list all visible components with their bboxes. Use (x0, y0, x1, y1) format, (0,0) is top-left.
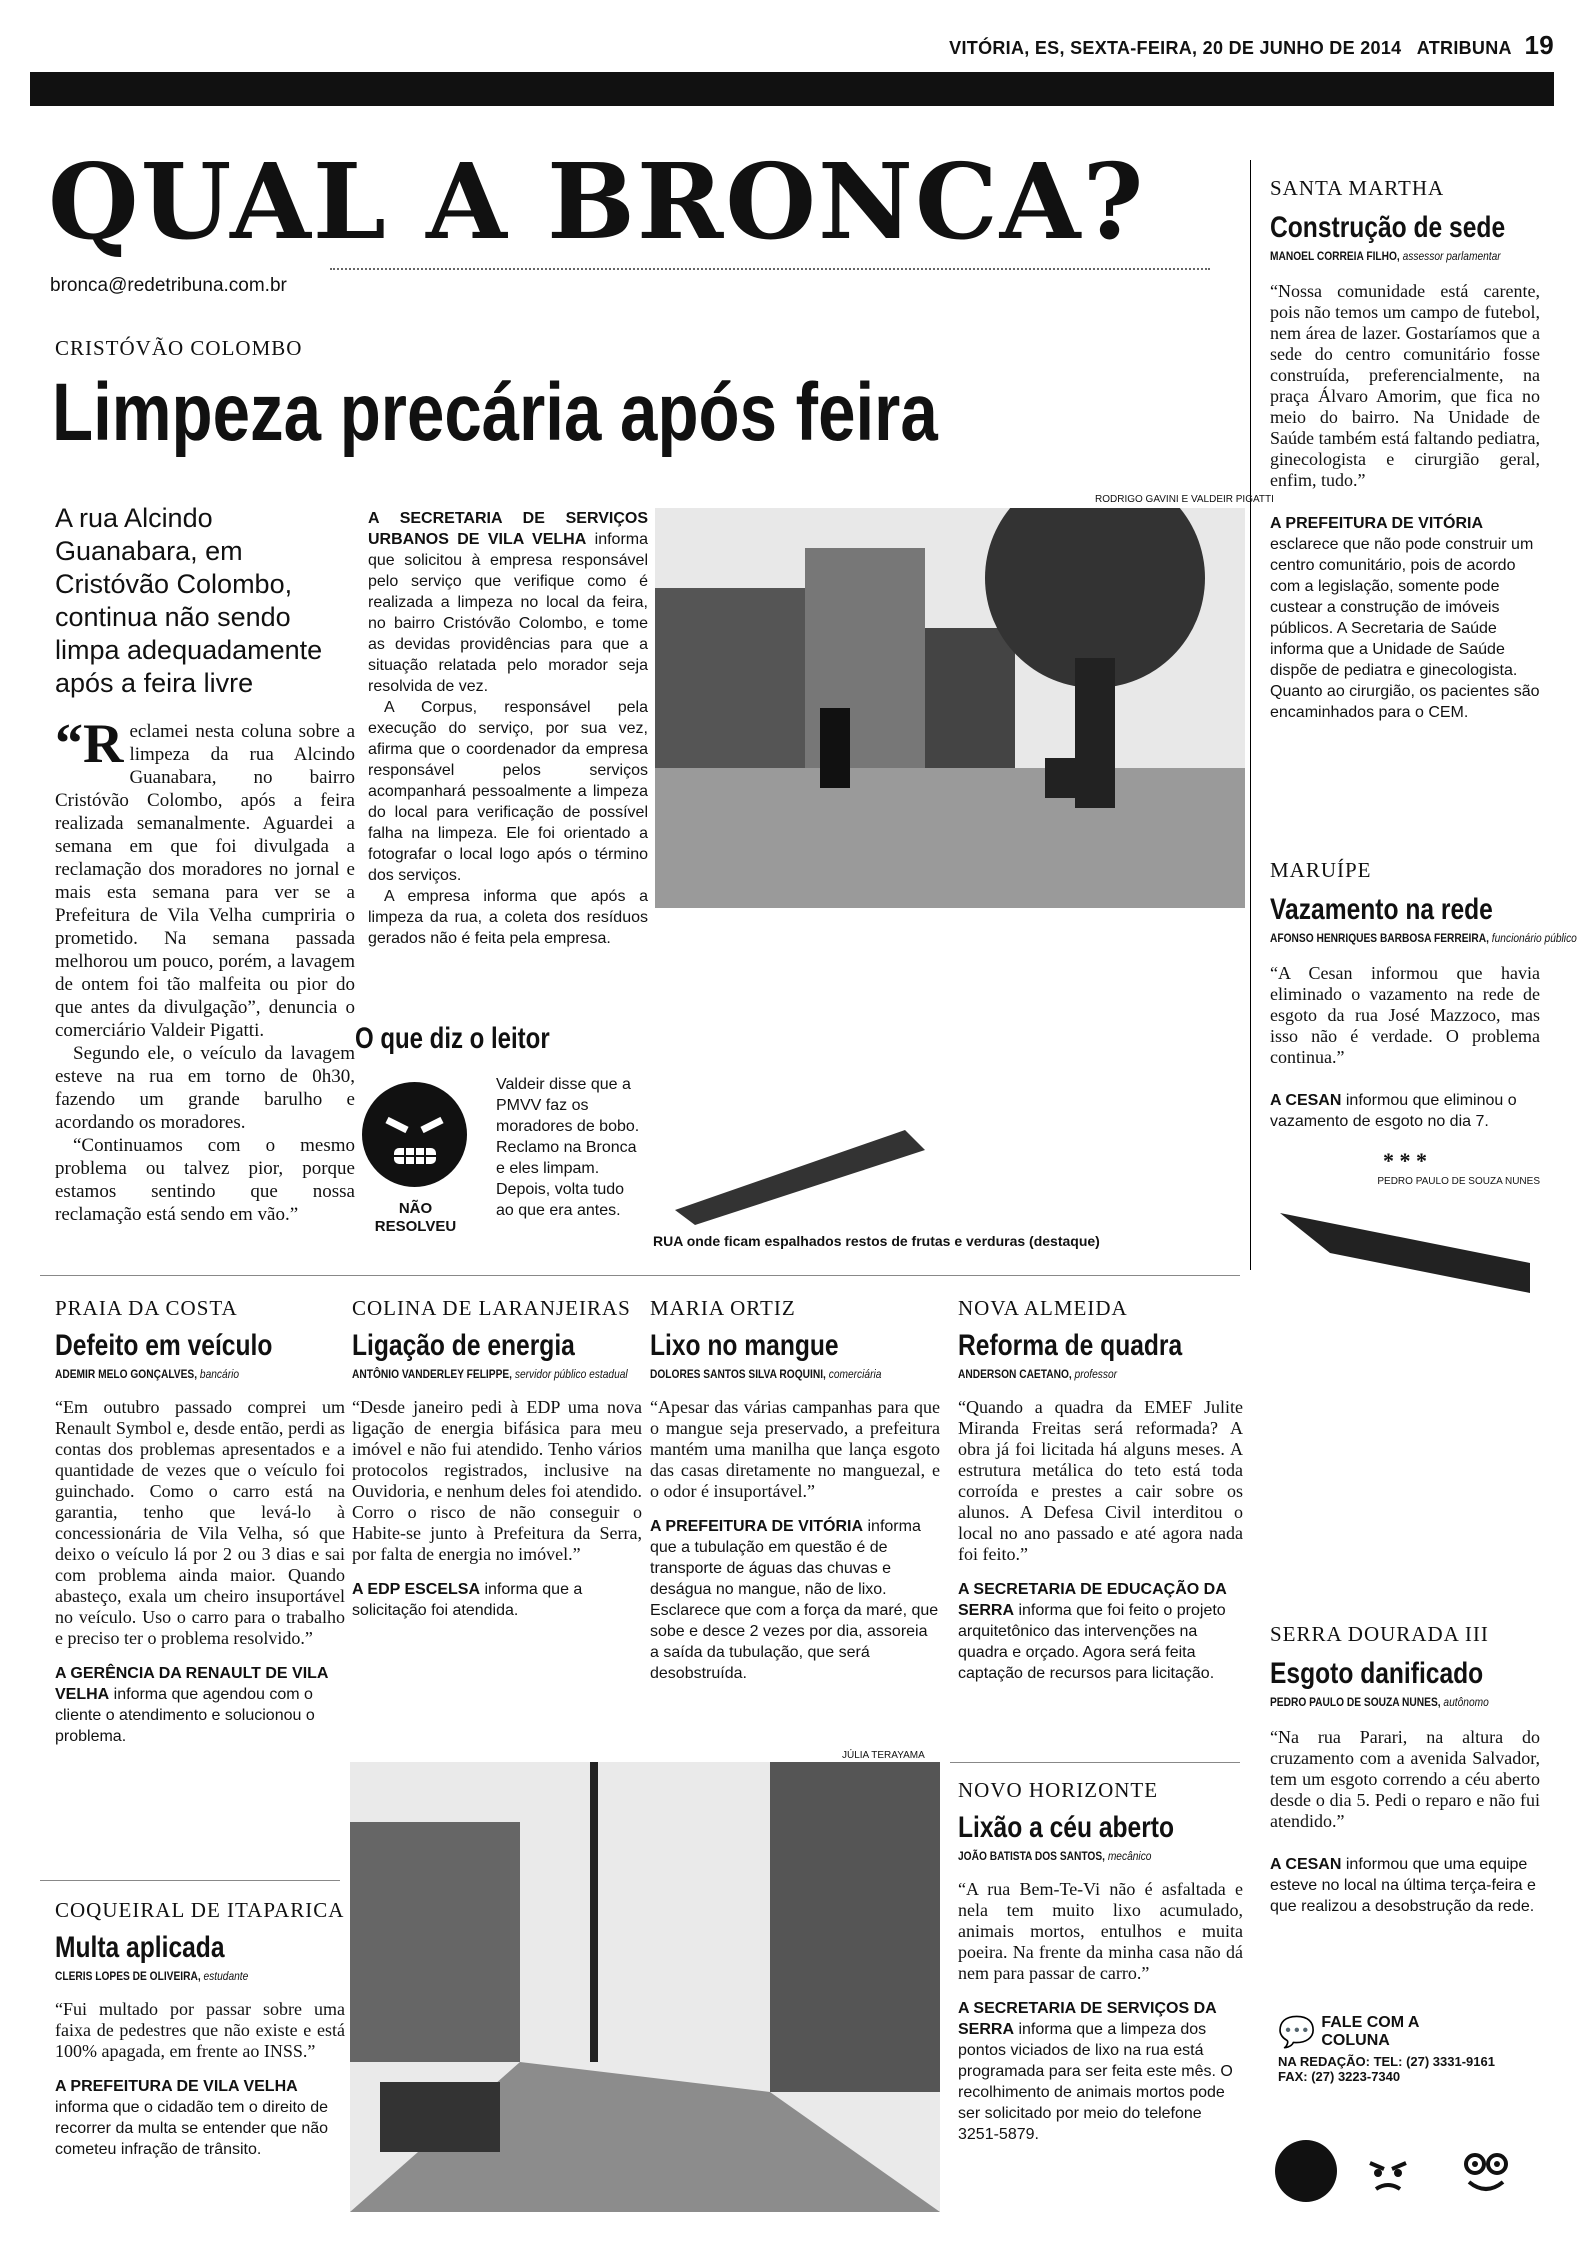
section-divider (950, 1762, 1240, 1763)
byline-name: ADEMIR MELO GONÇALVES, (55, 1367, 198, 1381)
story-kicker: COLINA DE LARANJEIRAS (352, 1296, 631, 1320)
byline-role: funcionário público (1491, 931, 1577, 945)
story-headline: Multa aplicada (55, 1931, 225, 1964)
resp-text: informa que a limpeza dos pontos viciados de lixo na rua está programada para ser feita este mês. O recolhimento de animais mortos pode ser solicitado por meio do telefone 3251-5879. (958, 2021, 1233, 2143)
dotted-divider (330, 268, 1210, 270)
sidebar-serra-dourada (1270, 1622, 1540, 1917)
resp-lead: A GERÊNCIA DA RENAULT DE VILA VELHA (55, 1665, 328, 1703)
byline-name: ANTÔNIO VANDERLEY FELIPPE, (352, 1367, 513, 1381)
photo-credit: JÚLIA TERAYAMA (842, 1750, 925, 1761)
resp-text: informou que uma equipe esteve no local na última terça-feira e que realizou a desobstrução da rede. (1270, 1856, 1536, 1915)
resp-text: informou que eliminou o vazamento de esgoto no dia 7. (1270, 1092, 1517, 1130)
main-photo (655, 508, 1245, 908)
section-divider (40, 1880, 340, 1881)
story-kicker: PRAIA DA COSTA (55, 1296, 238, 1320)
story-maria-ortiz (650, 1296, 940, 1684)
detail-photo (655, 1090, 1035, 1230)
photo-caption: RUA onde ficam espalhados restos de frutas e verduras (destaque) (653, 1233, 1100, 1249)
story-quote: “Fui multado por passar sobre uma faixa de pedestres que não existe e está 100% apagada, em frente ao INSS.” (55, 1999, 345, 2061)
byline-name: MANOEL CORREIA FILHO, (1270, 249, 1400, 263)
byline-role: autônomo (1443, 1695, 1489, 1709)
resp-lead: A CESAN (1270, 1092, 1342, 1109)
main-resp-2: A Corpus, responsável pela execução do serviço, por sua vez, afirma que o coordenador da empresa responsável pelos serviços acompanhará pessoalmente a limpeza do local para verificação de possível falha na limpeza. Ele foi orientado a fotografar o local logo após o término dos serviços. (368, 699, 648, 884)
angry-face-icon (362, 1082, 467, 1187)
story-kicker: NOVO HORIZONTE (958, 1778, 1159, 1802)
story-headline: Ligação de energia (352, 1329, 575, 1362)
sidebar-headline: Vazamento na rede (1270, 893, 1493, 926)
main-resp-3: A empresa informa que após a limpeza da rua, a coleta dos resíduos gerados não é feita pela empresa. (368, 888, 648, 947)
column-title: QUAL A BRONCA? (48, 140, 1146, 263)
sidebar-kicker: MARUÍPE (1270, 858, 1372, 882)
story-kicker: NOVA ALMEIDA (958, 1296, 1128, 1320)
story-colina-de-laranjeiras (352, 1296, 642, 1621)
main-headline: Limpeza precária após feira (52, 367, 938, 458)
sidebar-kicker: SERRA DOURADA III (1270, 1622, 1489, 1646)
story-headline: Lixo no mangue (650, 1329, 839, 1362)
byline-name: JOÃO BATISTA DOS SANTOS, (958, 1849, 1105, 1863)
main-resp-1: informa que solicitou à empresa responsável pelo serviço que verifique como é realizada a limpeza no local da feira, no bairro Cristóvão Colombo, e tome as devidas providências para que a situação relatada pelo morador seja resolvida de vez. (368, 531, 649, 695)
resp-lead: A SECRETARIA DE EDUCAÇÃO DA SERRA (958, 1581, 1227, 1619)
reader-badge: NÃO RESOLVEU (374, 1200, 457, 1235)
smiling-face-icon (1455, 2140, 1517, 2202)
reader-text: Valdeir disse que a PMVV faz os moradores de bobo. Reclamo na Bronca e eles limpam. Depois, volta tudo ao que era antes. (496, 1076, 640, 1219)
angry-face-icon (1275, 2140, 1337, 2202)
contact-fax[interactable]: FAX: (27) 3223-7340 (1278, 2069, 1401, 2084)
resp-lead: A EDP ESCELSA (352, 1581, 481, 1598)
resp-text: esclarece que não pode construir um centro comunitário, pois de acordo com a legislação, somente pode custear a construção de imóveis públicos. A Secretaria de Saúde informa que a Unidade de Saúde dispõe de pediatra e ginecologista. Quanto ao cirurgião, os pacientes são encaminhados para o CEM. (1270, 536, 1540, 721)
sidebar-maruipe (1270, 858, 1577, 1303)
story-quote: “Apesar das várias campanhas para que o mangue seja preservado, a prefeitura mantém uma manilha que lança esgoto das casas diretamente no manguezal, e o odor é insuportável.” (650, 1397, 940, 1501)
story-headline: Defeito em veículo (55, 1329, 273, 1362)
sidebar-headline: Construção de sede (1270, 211, 1506, 244)
dateline: VITÓRIA, ES, SEXTA-FEIRA, 20 DE JUNHO DE 2014 (949, 38, 1402, 58)
story-headline: Lixão a céu aberto (958, 1811, 1175, 1844)
byline-role: professor (1074, 1367, 1118, 1381)
contact-title: FALE COM A COLUNA (1321, 2014, 1419, 2049)
drop-cap: “R (55, 713, 124, 775)
byline-name: PEDRO PAULO DE SOUZA NUNES, (1270, 1695, 1441, 1709)
street-photo (350, 1762, 940, 2212)
main-body-p2: Segundo ele, o veículo da lavagem esteve na rua em torno de 0h30, fazendo um grande barulho e acordando os moradores. (55, 1043, 355, 1133)
main-body-p3: “Continuamos com o mesmo problema ou talvez pior, porque estamos sentindo que nossa reclamação está sendo em vão.” (55, 1135, 355, 1225)
reader-box-title: O que diz o leitor (355, 1022, 550, 1055)
sidebar-santa-martha (1270, 176, 1540, 723)
column-email[interactable]: bronca@redetribuna.com.br (50, 275, 287, 296)
main-body (55, 713, 355, 1226)
newspaper-brand: ATRIBUNA (1416, 38, 1512, 58)
main-deck: A rua Alcindo Guanabara, em Cristóvão Colombo, continua não sendo limpa adequadamente após a feira livre (55, 503, 323, 698)
story-quote: “Em outubro passado comprei um Renault Symbol e, desde então, perdi as contas dos problemas apresentados e a quantidade de vezes que o veículo foi guinchado. Como o carro está na garantia, tenho que levá-lo à concessionária de Vila Velha, só que deixo o veículo lá por 2 ou 3 dias e sai com problema ainda maior. Quando abasteço, exala um cheiro insuportável no veículo. Uso o carro para o trabalho e preciso ter o problema resolvido.” (55, 1397, 345, 1648)
story-quote: “A rua Bem-Te-Vi não é asfaltada e nela tem muito lixo acumulado, animais mortos, entulhos e muita poeira. Na frente da minha casa não dá nem para passar de carro.” (958, 1879, 1243, 1983)
frowning-face-icon (1360, 2145, 1416, 2201)
resp-lead: A PREFEITURA DE VILA VELHA (55, 2078, 298, 2095)
story-novo-horizonte (958, 1778, 1243, 2145)
section-stars: * * * (1383, 1148, 1427, 1173)
byline-role: comerciária (828, 1367, 882, 1381)
photo-credit: RODRIGO GAVINI E VALDEIR PIGATTI (1095, 494, 1274, 505)
main-response (368, 508, 648, 949)
page-number: 19 (1524, 30, 1554, 60)
byline-role: assessor parlamentar (1402, 249, 1501, 263)
column-rule (1250, 160, 1251, 1270)
top-black-bar (30, 72, 1554, 106)
byline-role: mecânico (1107, 1849, 1152, 1863)
story-kicker: MARIA ORTIZ (650, 1296, 796, 1320)
sidebar-quote: “A Cesan informou que havia eliminado o vazamento na rede de esgoto da rua José Mazzoco, mas isso não é verdade. O problema continua.” (1270, 963, 1540, 1067)
byline-role: estudante (203, 1969, 249, 1983)
sidebar-kicker: SANTA MARTHA (1270, 176, 1445, 200)
sidebar-photo (1270, 1193, 1540, 1303)
resp-text: informa que a tubulação em questão é de transporte de águas das chuvas e deságua no mangue, não de lixo. Esclarece que com a força da maré, que sobe e desce 2 vezes por dia, assoreia a saída da tubulação, que será desobstruída. (650, 1518, 939, 1682)
photo-credit: PEDRO PAULO DE SOUZA NUNES (1377, 1176, 1540, 1187)
sidebar-headline: Esgoto danificado (1270, 1657, 1484, 1690)
page-header (949, 30, 1554, 61)
byline-name: ANDERSON CAETANO, (958, 1367, 1072, 1381)
resp-text: informa que o cidadão tem o direito de recorrer da multa se entender que não cometeu infração de trânsito. (55, 2099, 329, 2158)
sidebar-quote: “Nossa comunidade está carente, pois não temos um campo de futebol, nem área de lazer. Gostaríamos que a sede do centro comunitário fosse construída, preferencialmente, na praça Álvaro Amorim, que fica no meio do bairro. Na Unidade de Saúde também está faltando pediatra, ginecologista e cirurgião geral, enfim, tudo.” (1270, 281, 1540, 490)
resp-lead: A PREFEITURA DE VITÓRIA (1270, 515, 1484, 532)
resp-text: informa que foi feito o projeto arquitetônico das intervenções na quadra e orçado. Agora será feita captação de recursos para licitação. (958, 1602, 1226, 1682)
sidebar-quote: “Na rua Parari, na altura do cruzamento com a avenida Salvador, tem um esgoto correndo a céu aberto desde o dia 5. Pedi o reparo e não fui atendido.” (1270, 1727, 1540, 1831)
section-divider (40, 1275, 1240, 1276)
main-body-p1: eclamei nesta coluna sobre a limpeza da rua Alcindo Guanabara, no bairro Cristóvão Colombo, após a feira realizada semanalmente. Aguardei a semana em que foi divulgada a reclamação dos moradores no jornal e mais esta semana para ver se a Prefeitura de Vila Velha cumpriria o prometido. Na semana passada melhorou um pouco, porém, a lavagem de ontem foi tão malfeita ou pior do que antes da divulgação”, denuncia o comerciário Valdeir Pigatti. (55, 721, 355, 1041)
main-kicker: CRISTÓVÃO COLOMBO (55, 336, 303, 360)
story-quote: “Quando a quadra da EMEF Julite Miranda Freitas será reformada? A obra já foi licitada há alguns meses. A estrutura metálica do teto está toda corroída e prestes a cair sobre os alunos. A Defesa Civil interditou o local no ano passado e até agora nada foi feito.” (958, 1397, 1243, 1564)
byline-name: AFONSO HENRIQUES BARBOSA FERREIRA, (1270, 931, 1489, 945)
main-resp-lead: A SECRETARIA DE SERVIÇOS URBANOS DE VILA VELHA (368, 510, 648, 548)
resp-text: informa que agendou com o cliente o atendimento e solucionou o problema. (55, 1686, 315, 1745)
story-headline: Reforma de quadra (958, 1329, 1183, 1362)
story-kicker: COQUEIRAL DE ITAPARICA (55, 1898, 345, 1922)
byline-name: DOLORES SANTOS SILVA ROQUINI, (650, 1367, 826, 1381)
story-quote: “Desde janeiro pedi à EDP uma nova ligação de energia bifásica para meu imóvel e não fui atendido. Tenho vários protocolos registrados, inclusive na Ouvidoria, e nenhum deles foi atendido. Corro o risco de não conseguir o Habite-se junto à Prefeitura da Serra, por falta de energia no imóvel.” (352, 1397, 642, 1564)
byline-name: CLERIS LOPES DE OLIVEIRA, (55, 1969, 201, 1983)
resp-lead: A PREFEITURA DE VITÓRIA (650, 1518, 864, 1535)
byline-role: bancário (199, 1367, 240, 1381)
contact-phone[interactable]: NA REDAÇÃO: TEL: (27) 3331-9161 (1278, 2054, 1495, 2069)
speech-bubbles-icon: 💬 (1278, 2015, 1316, 2049)
story-coqueiral-de-itaparica (55, 1898, 345, 2160)
story-nova-almeida (958, 1296, 1243, 1684)
contact-box (1278, 2014, 1548, 2084)
resp-lead: A CESAN (1270, 1856, 1342, 1873)
resp-text: informa que a solicitação foi atendida. (352, 1581, 583, 1619)
resp-lead: A SECRETARIA DE SERVIÇOS DA SERRA (958, 2000, 1217, 2038)
story-praia-da-costa (55, 1296, 345, 1747)
byline-role: servidor público estadual (514, 1367, 628, 1381)
